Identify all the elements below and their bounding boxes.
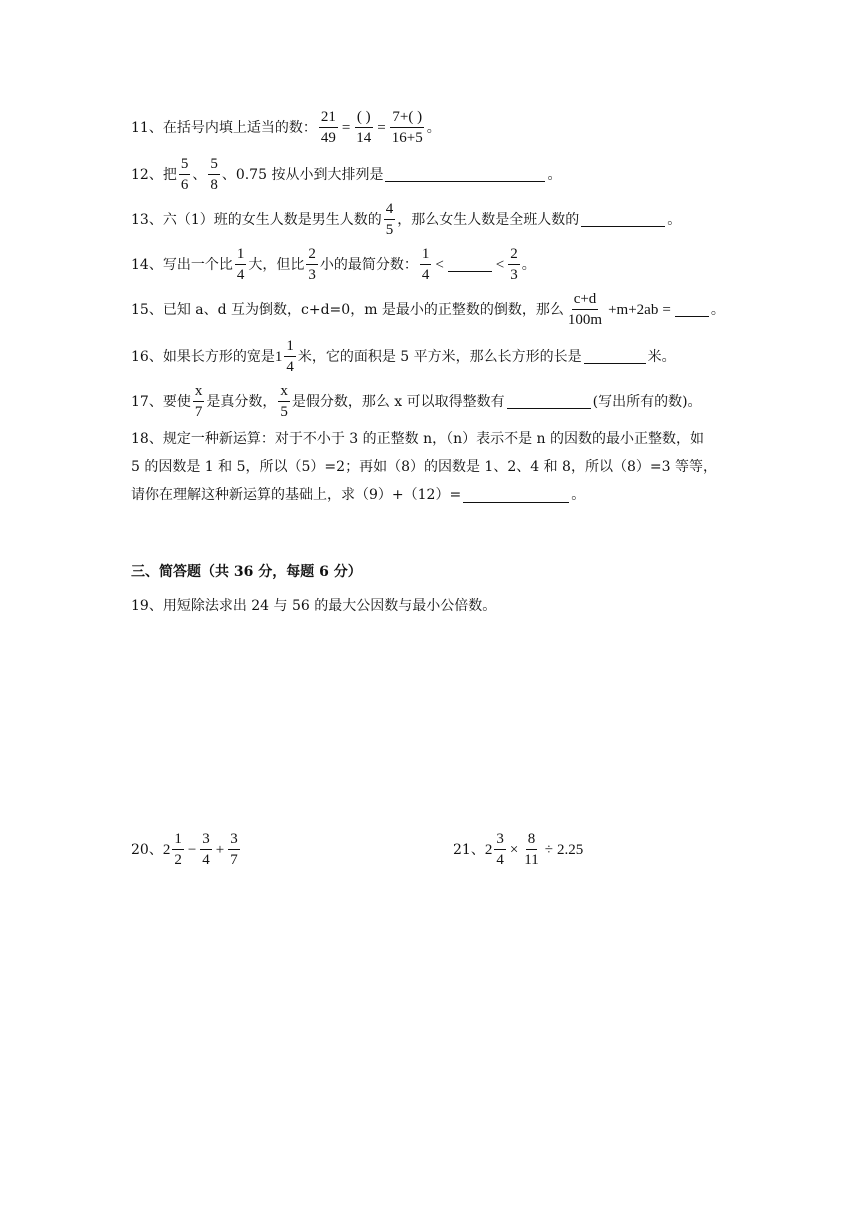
q21-fraction-1: $\frac{3}{4}$ — [496, 831, 504, 868]
q12-prefix: 12、把 — [131, 166, 177, 183]
question-19 — [131, 596, 496, 616]
q14-fraction-2: $\frac{2}{3}$ — [308, 246, 316, 283]
q17-end: (写出所有的数)。 — [592, 393, 702, 410]
q21-prefix: 21、 — [453, 841, 485, 858]
question-20 — [131, 830, 242, 869]
question-21 — [453, 830, 585, 869]
section-3-title: 三、简答题（共 36 分，每题 6 分） — [131, 564, 362, 580]
q18-line-1: 18、规定一种新运算：对于不小于 3 的正整数 n，（n）表示不是 n 的因数的最小正整数，如 — [131, 431, 705, 447]
q16-prefix: 16、如果长方形的宽是 — [131, 348, 275, 365]
q16-fraction: $\frac{1}{4}$ — [286, 338, 294, 375]
q16-end: 米。 — [647, 348, 676, 365]
q13-answer-blank[interactable] — [581, 212, 665, 227]
q14-fraction-4: $\frac{2}{3}$ — [510, 246, 518, 283]
q11-prefix: 11、在括号内填上适当的数： — [131, 119, 317, 136]
q17-fraction-1: $\frac{x}{7}$ — [194, 383, 203, 420]
q17-text-2: 是假分数，那么 x 可以取得整数有 — [291, 393, 505, 410]
q15-expression: +m+2ab — [608, 301, 659, 318]
q17-text-1: 是真分数， — [206, 393, 277, 410]
q12-fraction-2: $\frac{5}{8}$ — [210, 156, 218, 193]
q20-prefix: 20、 — [131, 841, 163, 858]
q21-decimal: 2.25 — [556, 841, 584, 858]
q15-fraction: $\frac{c+d}{100m}$ — [567, 291, 603, 328]
q14-end: 。 — [521, 256, 536, 273]
q14-less-than-1: < — [435, 256, 444, 273]
q14-less-than-2: < — [495, 256, 505, 273]
q13-fraction: $\frac{4}{5}$ — [385, 201, 394, 238]
q12-end: 。 — [547, 166, 562, 183]
q18-answer-blank[interactable] — [463, 488, 569, 503]
q15-prefix: 15、已知 a、d 互为倒数，c+d=0，m 是最小的正整数的倒数，那么 — [131, 301, 564, 318]
q17-answer-blank[interactable] — [507, 394, 591, 409]
q14-text-2: 小的最简分数： — [319, 256, 418, 273]
q21-whole: 2 — [484, 841, 493, 858]
section-3-heading — [131, 562, 362, 582]
question-16 — [131, 337, 676, 376]
question-15 — [131, 290, 725, 329]
q19-text: 19、用短除法求出 24 与 56 的最大公因数与最小公倍数。 — [131, 598, 497, 614]
q20-plus: + — [215, 841, 225, 858]
q15-end: 。 — [710, 301, 725, 318]
question-17 — [131, 382, 702, 421]
q16-text: 米，它的面积是 5 平方米，那么长方形的长是 — [297, 348, 582, 365]
q12-separator: 、 — [192, 166, 207, 183]
q13-text: ，那么女生人数是全班人数的 — [397, 211, 580, 228]
q20-fraction-3: $\frac{3}{7}$ — [230, 831, 238, 868]
q18-line-3-row — [131, 481, 731, 509]
q11-end: 。 — [426, 119, 441, 136]
question-11 — [131, 108, 441, 147]
q21-divide: ÷ — [544, 841, 553, 858]
q11-fraction-1: $\frac{21}{49}$ — [320, 109, 336, 146]
q12-fraction-1: $\frac{5}{6}$ — [180, 156, 189, 193]
question-12 — [131, 155, 561, 194]
q15-equals: = — [662, 301, 671, 318]
q14-text-1: 大，但比 — [248, 256, 305, 273]
q14-answer-blank[interactable] — [448, 257, 492, 272]
q20-fraction-2: $\frac{3}{4}$ — [202, 831, 210, 868]
q16-answer-blank[interactable] — [584, 349, 646, 364]
question-14 — [131, 245, 536, 284]
q21-fraction-2: $\frac{8}{11}$ — [524, 831, 539, 868]
q21-times: × — [509, 841, 519, 858]
question-18 — [131, 425, 731, 509]
q14-prefix: 14、写出一个比 — [131, 256, 233, 273]
q12-text: 、0.75 按从小到大排列是 — [221, 166, 384, 183]
q11-fraction-2: $\frac{( )}{14}$ — [356, 109, 372, 146]
q11-fraction-3: $\frac{7+( )}{16+5}$ — [391, 109, 423, 146]
q13-end: 。 — [667, 211, 682, 228]
q20-minus: − — [187, 841, 197, 858]
q18-line-2: 5 的因数是 1 和 5，所以（5）=2；再如（8）的因数是 1、2、4 和 8，所以（8）=3 等等， — [131, 459, 717, 475]
q20-whole: 2 — [162, 841, 171, 858]
question-13 — [131, 200, 681, 239]
q15-answer-blank[interactable] — [675, 302, 709, 317]
q16-whole: 1 — [274, 348, 283, 365]
q14-fraction-3: $\frac{1}{4}$ — [421, 246, 430, 283]
q12-answer-blank[interactable] — [385, 167, 545, 182]
q11-equals-1: = — [341, 119, 351, 136]
q13-prefix: 13、六（1）班的女生人数是男生人数的 — [131, 211, 382, 228]
q11-equals-2: = — [377, 119, 386, 136]
q17-prefix: 17、要使 — [131, 393, 191, 410]
q18-end: 。 — [571, 487, 586, 503]
q20-fraction-1: $\frac{1}{2}$ — [174, 831, 182, 868]
q14-fraction-1: $\frac{1}{4}$ — [236, 246, 245, 283]
q18-line-3: 请你在理解这种新运算的基础上，求（9）+（12）= — [131, 487, 462, 503]
q17-fraction-2: $\frac{x}{5}$ — [280, 383, 288, 420]
